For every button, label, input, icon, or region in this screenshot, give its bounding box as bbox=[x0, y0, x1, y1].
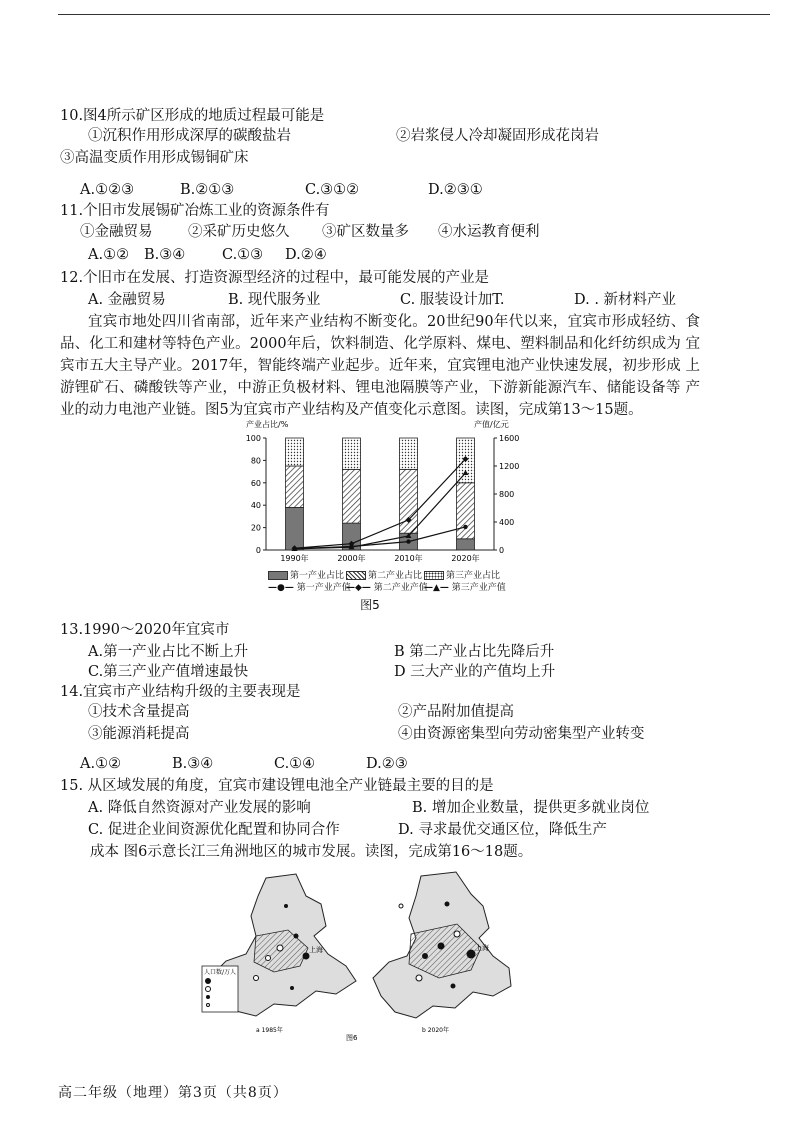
q14-option-c: C.①④ bbox=[274, 756, 316, 772]
left-tick-label: 20 bbox=[250, 523, 261, 533]
q10-option-c: C.③①② bbox=[305, 182, 360, 198]
q10-option-b: B.②①③ bbox=[180, 182, 235, 198]
q11-condition-2: ②采矿历史悠久 bbox=[188, 224, 290, 240]
right-tick-label: 1200 bbox=[499, 462, 520, 471]
q14-option-a: A.①② bbox=[80, 756, 122, 772]
q15-option-c: C. 促进企业间资源优化配置和协同合作 bbox=[88, 822, 340, 838]
q14-option-b: B.③④ bbox=[172, 756, 214, 772]
bar-segment bbox=[286, 466, 304, 507]
right-tick-label: 400 bbox=[499, 518, 515, 527]
legend-item-6: —▲— 第三产业产值 bbox=[424, 583, 506, 593]
category-label: 2020年 bbox=[451, 554, 480, 563]
left-tick-label: 100 bbox=[245, 434, 261, 443]
output-line bbox=[295, 527, 466, 549]
q10-option-d: D.②③① bbox=[428, 182, 483, 198]
q11-stem: 11.个旧市发展锡矿冶炼工业的资源条件有 bbox=[60, 203, 330, 219]
q10-stem: 10.图4所示矿区形成的地质过程最可能是 bbox=[60, 108, 325, 124]
q12-option-c: C. 服装设计加T. bbox=[400, 292, 505, 308]
q11-option-c: C.①③ bbox=[222, 247, 264, 263]
q11-condition-3: ③矿区数量多 bbox=[322, 224, 409, 240]
right-tick-label: 0 bbox=[499, 546, 505, 555]
q11-condition-1: ①金融贸易 bbox=[80, 224, 153, 240]
category-label: 2000年 bbox=[337, 554, 366, 563]
output-line bbox=[295, 473, 466, 549]
q11-option-a: A.①② bbox=[88, 247, 130, 263]
legend-item-5: —◆— 第二产业产值 bbox=[346, 583, 428, 593]
q15-option-d: D. 寻求最优交通区位，降低生产 bbox=[398, 822, 607, 838]
category-label: 2010年 bbox=[394, 554, 423, 563]
q10-statement-1: ①沉积作用形成深厚的碳酸盐岩 bbox=[88, 128, 291, 144]
bar-segment bbox=[286, 507, 304, 550]
map-2020 bbox=[373, 872, 511, 1018]
q13-option-a: A.第一产业占比不断上升 bbox=[88, 644, 249, 660]
figure5-caption: 图5 bbox=[360, 598, 380, 612]
q15-tail: 成本 图6示意长江三角洲地区的城市发展。读图，完成第16～18题。 bbox=[90, 844, 533, 860]
map-a-shanghai-label: 上海 bbox=[309, 946, 323, 954]
category-label: 1990年 bbox=[280, 554, 309, 563]
q13-option-d: D 三大产业的产值均上升 bbox=[394, 664, 556, 680]
q14-statement-1: ①技术含量提高 bbox=[88, 704, 190, 720]
q14-statement-4: ④由资源密集型向劳动密集型产业转变 bbox=[398, 726, 645, 742]
bar-segment bbox=[343, 469, 361, 523]
output-point bbox=[406, 539, 410, 543]
legend-item-2: 第二产业占比 bbox=[346, 568, 422, 581]
q15-option-b: B. 增加企业数量，提供更多就业岗位 bbox=[412, 800, 650, 816]
q11-condition-4: ④水运教育便利 bbox=[438, 224, 540, 240]
bar-segment bbox=[400, 469, 418, 533]
left-axis-label: 产业占比/% bbox=[246, 420, 289, 429]
output-line bbox=[295, 459, 466, 548]
left-tick-label: 0 bbox=[255, 546, 261, 555]
q14-option-d: D.②③ bbox=[366, 756, 408, 772]
bar-segment bbox=[400, 438, 418, 469]
page-footer: 高二年级（地理）第3页（共8页） bbox=[58, 1085, 288, 1101]
figure5-industry-chart bbox=[236, 418, 546, 566]
bar-segment bbox=[457, 539, 475, 550]
q10-option-a: A.①②③ bbox=[80, 182, 135, 198]
q10-statement-3: ③高温变质作用形成锡铜矿床 bbox=[60, 150, 249, 166]
q11-option-d: D.②④ bbox=[285, 247, 327, 263]
q15-stem: 15. 从区域发展的角度，宜宾市建设锂电池全产业链最主要的目的是 bbox=[60, 778, 494, 794]
q13-option-b: B 第二产业占比先降后升 bbox=[394, 644, 555, 660]
legend-item-3: 第三产业占比 bbox=[424, 568, 500, 581]
figure6-caption: 图6 bbox=[346, 1034, 358, 1042]
chart-lines bbox=[292, 456, 469, 551]
q15-option-a: A. 降低自然资源对产业发展的影响 bbox=[88, 800, 311, 816]
q11-option-b: B.③④ bbox=[144, 247, 186, 263]
legend-swatch bbox=[268, 571, 288, 580]
left-tick-label: 40 bbox=[250, 501, 261, 511]
right-tick-label: 800 bbox=[499, 490, 515, 499]
q14-stem: 14.宜宾市产业结构升级的主要表现是 bbox=[60, 684, 301, 700]
legend-swatch bbox=[346, 571, 366, 580]
map-b-label: b 2020年 bbox=[422, 1027, 449, 1034]
right-tick-label: 1600 bbox=[499, 434, 520, 443]
map-a-label: a 1985年 bbox=[256, 1027, 283, 1034]
legend-item-4: —●— 第一产业产值 bbox=[268, 583, 351, 593]
q13-option-c: C.第三产业产值增速最快 bbox=[88, 664, 249, 680]
q14-statement-3: ③能源消耗提高 bbox=[88, 726, 190, 742]
map-b-shanghai-label: 上海 bbox=[475, 944, 489, 952]
q13-stem: 13.1990～2020年宜宾市 bbox=[60, 622, 230, 638]
output-point bbox=[463, 525, 467, 529]
q12-stem: 12.个旧市在发展、打造资源型经济的过程中，最可能发展的产业是 bbox=[60, 270, 490, 286]
legend-item-1: 第一产业占比 bbox=[268, 568, 344, 581]
bar-segment bbox=[343, 438, 361, 469]
q12-option-d: D. . 新材料产业 bbox=[574, 292, 677, 308]
right-axis-label: 产值/亿元 bbox=[474, 420, 509, 429]
population-legend-title: 人口数/万人 bbox=[204, 969, 237, 976]
figure6-yangtze-delta-maps bbox=[196, 866, 512, 1044]
q14-statement-2: ②产品附加值提高 bbox=[398, 704, 514, 720]
q10-statement-2: ②岩浆侵人冷却凝固形成花岗岩 bbox=[396, 128, 599, 144]
passage-yibin: 宜宾市地处四川省南部，近年来产业结构不断变化。20世纪90年代以来，宜宾市形成轻纺、食品、化工和建材等特色产业。2000年后，饮料制造、化学原料、煤电、塑料制品和化纤纺织成为 宜宾市五大主导产业。2017年，智能终端产业起步。近年来，宜宾锂电池产业快速发展，初步形成 上游锂矿石、磷酸铁等产业，中游正负极材料、锂电池隔膜等产业，下游新能源汽车、储能设备等 产业的动力电池产业链。图5为宜宾市产业结构及产值变化示意图。读图，完成第13～15题。 bbox=[60, 314, 700, 418]
q12-option-a: A. 金融贸易 bbox=[88, 292, 166, 308]
bar-segment bbox=[457, 483, 475, 539]
left-tick-label: 60 bbox=[250, 478, 261, 488]
legend-swatch bbox=[424, 571, 444, 580]
left-tick-label: 80 bbox=[250, 456, 261, 466]
map-1985 bbox=[202, 874, 356, 1016]
q12-option-b: B. 现代服务业 bbox=[228, 292, 321, 308]
bar-segment bbox=[286, 438, 304, 466]
top-rule bbox=[58, 14, 770, 15]
